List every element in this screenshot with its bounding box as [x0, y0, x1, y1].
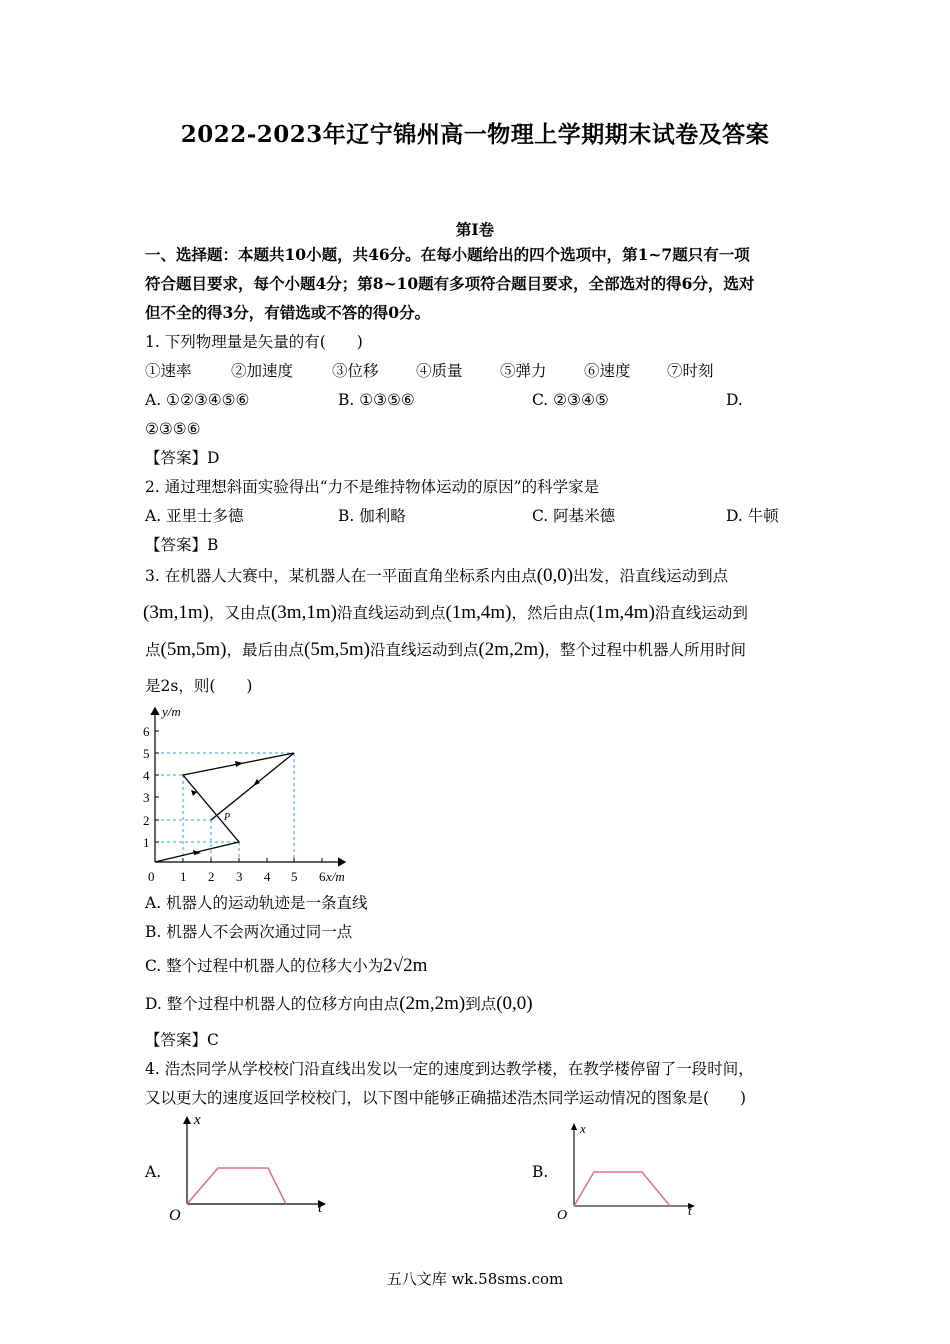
q3-text: ，最后由点	[226, 641, 304, 659]
section-instructions-line3: 但不全的得3分，有错选或不答的得0分。	[145, 303, 431, 322]
q3-text: D. 整个过程中机器人的位移方向由点	[145, 995, 400, 1013]
q3-stem-line4: 是2s，则( )	[145, 677, 253, 695]
q4-option-a-graph	[160, 1112, 340, 1224]
q1-option-d-cont: ②③⑤⑥	[145, 420, 201, 438]
x-tick-label: 2	[208, 869, 215, 884]
q4-option-b-graph	[552, 1118, 702, 1224]
q3-math: (5m,5m)	[160, 639, 227, 660]
x-axis-label: x/m	[326, 869, 345, 884]
q1-option-a: A. ①②③④⑤⑥	[145, 391, 250, 409]
q4-option-a-label: A.	[145, 1163, 162, 1181]
trajectory-path	[155, 753, 294, 862]
q3-option-a: A. 机器人的运动轨迹是一条直线	[145, 894, 368, 912]
x-tick-label: 5	[291, 869, 298, 884]
q1-item: ①速率	[145, 362, 192, 380]
q3-stem-line1	[145, 566, 728, 586]
q2-answer: 【答案】B	[145, 536, 219, 554]
x-t-curve	[574, 1172, 670, 1206]
q3-option-b: B. 机器人不会两次通过同一点	[145, 923, 353, 941]
q3-answer: 【答案】C	[145, 1031, 219, 1049]
x-tick-label: 1	[180, 869, 187, 884]
q3-math: (0,0)	[496, 993, 533, 1014]
q3-math: 2√2m	[383, 955, 428, 976]
page-footer: 五八文库 wk.58sms.com	[386, 1270, 564, 1288]
q3-math: (0,0)	[536, 565, 574, 586]
point-p-label: P	[224, 812, 231, 823]
q4-stem-line2: 又以更大的速度返回学校校门，以下图中能够正确描述浩杰同学运动情况的图象是( )	[145, 1089, 747, 1107]
q1-item: ②加速度	[231, 362, 294, 380]
q3-option-d	[145, 994, 533, 1014]
q2-option-a: A. 亚里士多德	[145, 507, 244, 525]
axis-origin-label: O	[169, 1207, 181, 1224]
q2-option-c: C. 阿基米德	[532, 507, 616, 525]
q3-trajectory-graph	[140, 700, 360, 890]
q4-stem-line1: 4. 浩杰同学从学校校门沿直线出发以一定的速度到达教学楼，在教学楼停留了一段时间，	[145, 1060, 754, 1078]
x-tick-label: 6	[319, 869, 326, 884]
q1-answer: 【答案】D	[145, 449, 220, 467]
section-instructions-line2: 符合题目要求，每个小题4分；第8~10题有多项符合题目要求，全部选对的得6分，选对	[145, 274, 755, 293]
y-tick-label: 1	[143, 835, 150, 850]
axis-t-label: t	[688, 1203, 692, 1218]
q3-text: 点	[145, 641, 161, 659]
x-tick-label: 4	[264, 869, 271, 884]
q1-item: ⑦时刻	[667, 362, 714, 380]
q3-math: (1m,4m)	[588, 602, 655, 623]
q3-math: (2m,2m)	[478, 639, 545, 660]
q1-option-c: C. ②③④⑤	[532, 391, 609, 409]
q3-math: (2m,2m)	[399, 993, 466, 1014]
q2-stem: 2. 通过理想斜面实验得出“力不是维持物体运动的原因”的科学家是	[145, 478, 600, 496]
q3-math: (1m,4m)	[445, 602, 512, 623]
q3-math: (5m,5m)	[304, 639, 370, 660]
axis-t-label: t	[318, 1200, 323, 1216]
q3-math: (3m,1m)	[143, 602, 209, 623]
q2-option-d: D. 牛顿	[726, 507, 779, 525]
q1-option-b: B. ①③⑤⑥	[338, 391, 415, 409]
q3-text: 沿直线运动到	[654, 604, 748, 622]
q3-text: 到点	[465, 995, 497, 1013]
y-tick-label: 5	[143, 746, 150, 761]
y-tick-label: 6	[143, 724, 150, 739]
q3-text: 出发，沿直线运动到点	[573, 567, 729, 585]
y-tick-label: 2	[143, 813, 150, 828]
q1-item: ③位移	[332, 362, 379, 380]
section-instructions-line1: 一、选择题：本题共10小题，共46分。在每小题给出的四个选项中，第1~7题只有一项	[145, 245, 750, 264]
q3-stem-line2	[143, 603, 748, 623]
page-title: 2022-2023年辽宁锦州高一物理上学期期末试卷及答案	[180, 121, 770, 148]
origin-label: 0	[148, 869, 155, 884]
x-t-curve	[187, 1168, 286, 1204]
q3-text: ，整个过程中机器人所用时间	[544, 641, 746, 659]
q3-text: 3. 在机器人大赛中，某机器人在一平面直角坐标系内由点	[145, 567, 537, 585]
q1-item: ④质量	[416, 362, 463, 380]
q3-text: 沿直线运动到点	[336, 604, 446, 622]
y-tick-label: 3	[143, 790, 150, 805]
axis-origin-label: O	[557, 1208, 568, 1223]
q3-option-c	[145, 956, 427, 976]
q1-stem: 1. 下列物理量是矢量的有( )	[145, 333, 363, 351]
y-axis-label: y/m	[162, 704, 181, 719]
q4-option-b-label: B.	[532, 1163, 549, 1181]
q3-stem-line3	[145, 640, 746, 660]
q3-text: C. 整个过程中机器人的位移大小为	[145, 957, 384, 975]
x-tick-label: 3	[236, 869, 243, 884]
q1-option-d: D.	[726, 391, 743, 409]
volume-label: 第Ⅰ卷	[455, 220, 495, 239]
q3-math: (3m,1m)	[270, 602, 337, 623]
y-tick-label: 4	[143, 768, 150, 783]
axis-x-label: x	[194, 1112, 201, 1128]
q1-item: ⑤弹力	[500, 362, 547, 380]
q3-text: ，又由点	[208, 604, 271, 622]
q1-item: ⑥速度	[584, 362, 631, 380]
q3-text: ，然后由点	[511, 604, 589, 622]
axis-x-label: x	[580, 1121, 586, 1136]
q3-text: 沿直线运动到点	[369, 641, 479, 659]
q2-option-b: B. 伽利略	[338, 507, 406, 525]
